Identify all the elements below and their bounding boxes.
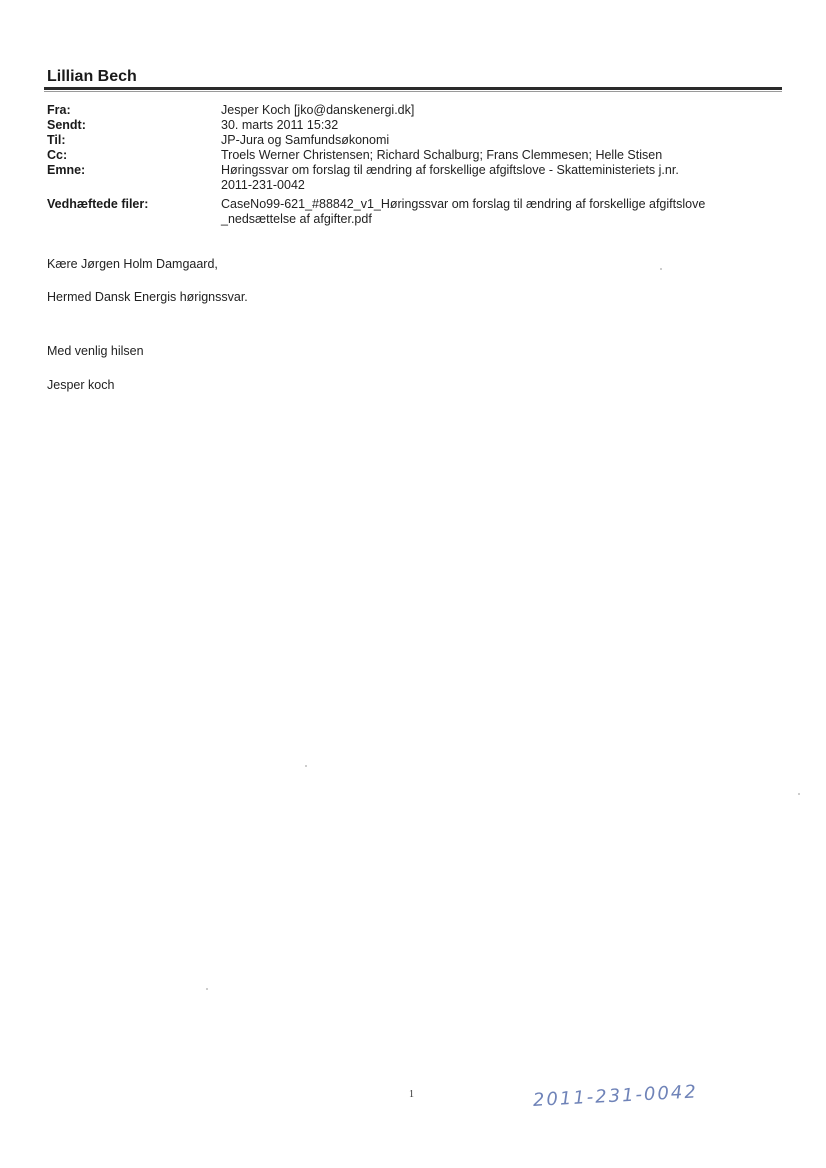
sender-name-heading: Lillian Bech	[47, 68, 137, 85]
header-rule	[44, 87, 782, 90]
to-row	[47, 133, 782, 148]
greeting-line: Kære Jørgen Holm Damgaard,	[47, 257, 218, 271]
attachments-value	[221, 197, 782, 227]
sent-label: Sendt:	[47, 118, 86, 132]
handwritten-reference-number: 2011-231-0042	[532, 1081, 699, 1111]
message-line: Hermed Dansk Energis hørignssvar.	[47, 290, 248, 304]
from-label: Fra:	[47, 103, 71, 117]
scan-speck	[660, 268, 662, 270]
from-row	[47, 103, 782, 118]
from-value: Jesper Koch [jko@danskenergi.dk]	[221, 103, 415, 117]
subject-value-line1: Høringssvar om forslag til ændring af forskellige afgiftslove - Skatteministeriets j.nr.	[221, 163, 679, 177]
attachment-filename-line2: _nedsættelse af afgifter.pdf	[221, 212, 372, 226]
cc-label: Cc:	[47, 148, 68, 162]
sent-value: 30. marts 2011 15:32	[221, 118, 339, 132]
attachments-label: Vedhæftede filer:	[47, 197, 149, 211]
to-value: JP-Jura og Samfundsøkonomi	[221, 133, 390, 147]
sent-row	[47, 118, 782, 133]
cc-value: Troels Werner Christensen; Richard Schalburg; Frans Clemmesen; Helle Stisen	[221, 148, 663, 162]
scan-speck	[305, 765, 307, 767]
scan-speck	[206, 988, 208, 990]
subject-row	[47, 163, 782, 193]
attachments-row	[47, 197, 782, 227]
subject-value	[221, 163, 782, 193]
header-rule-shadow	[44, 91, 782, 92]
closing-line: Med venlig hilsen	[47, 344, 144, 358]
subject-value-line2: 2011-231-0042	[221, 178, 305, 192]
page-number: 1	[409, 1089, 414, 1100]
scan-speck	[798, 793, 800, 795]
to-label: Til:	[47, 133, 66, 147]
email-header-fields	[47, 103, 782, 227]
cc-row	[47, 148, 782, 163]
attachment-filename-line1: CaseNo99-621_#88842_v1_Høringssvar om forslag til ændring af forskellige afgiftslove	[221, 197, 706, 211]
subject-label: Emne:	[47, 163, 86, 177]
signature-line: Jesper koch	[47, 378, 115, 392]
